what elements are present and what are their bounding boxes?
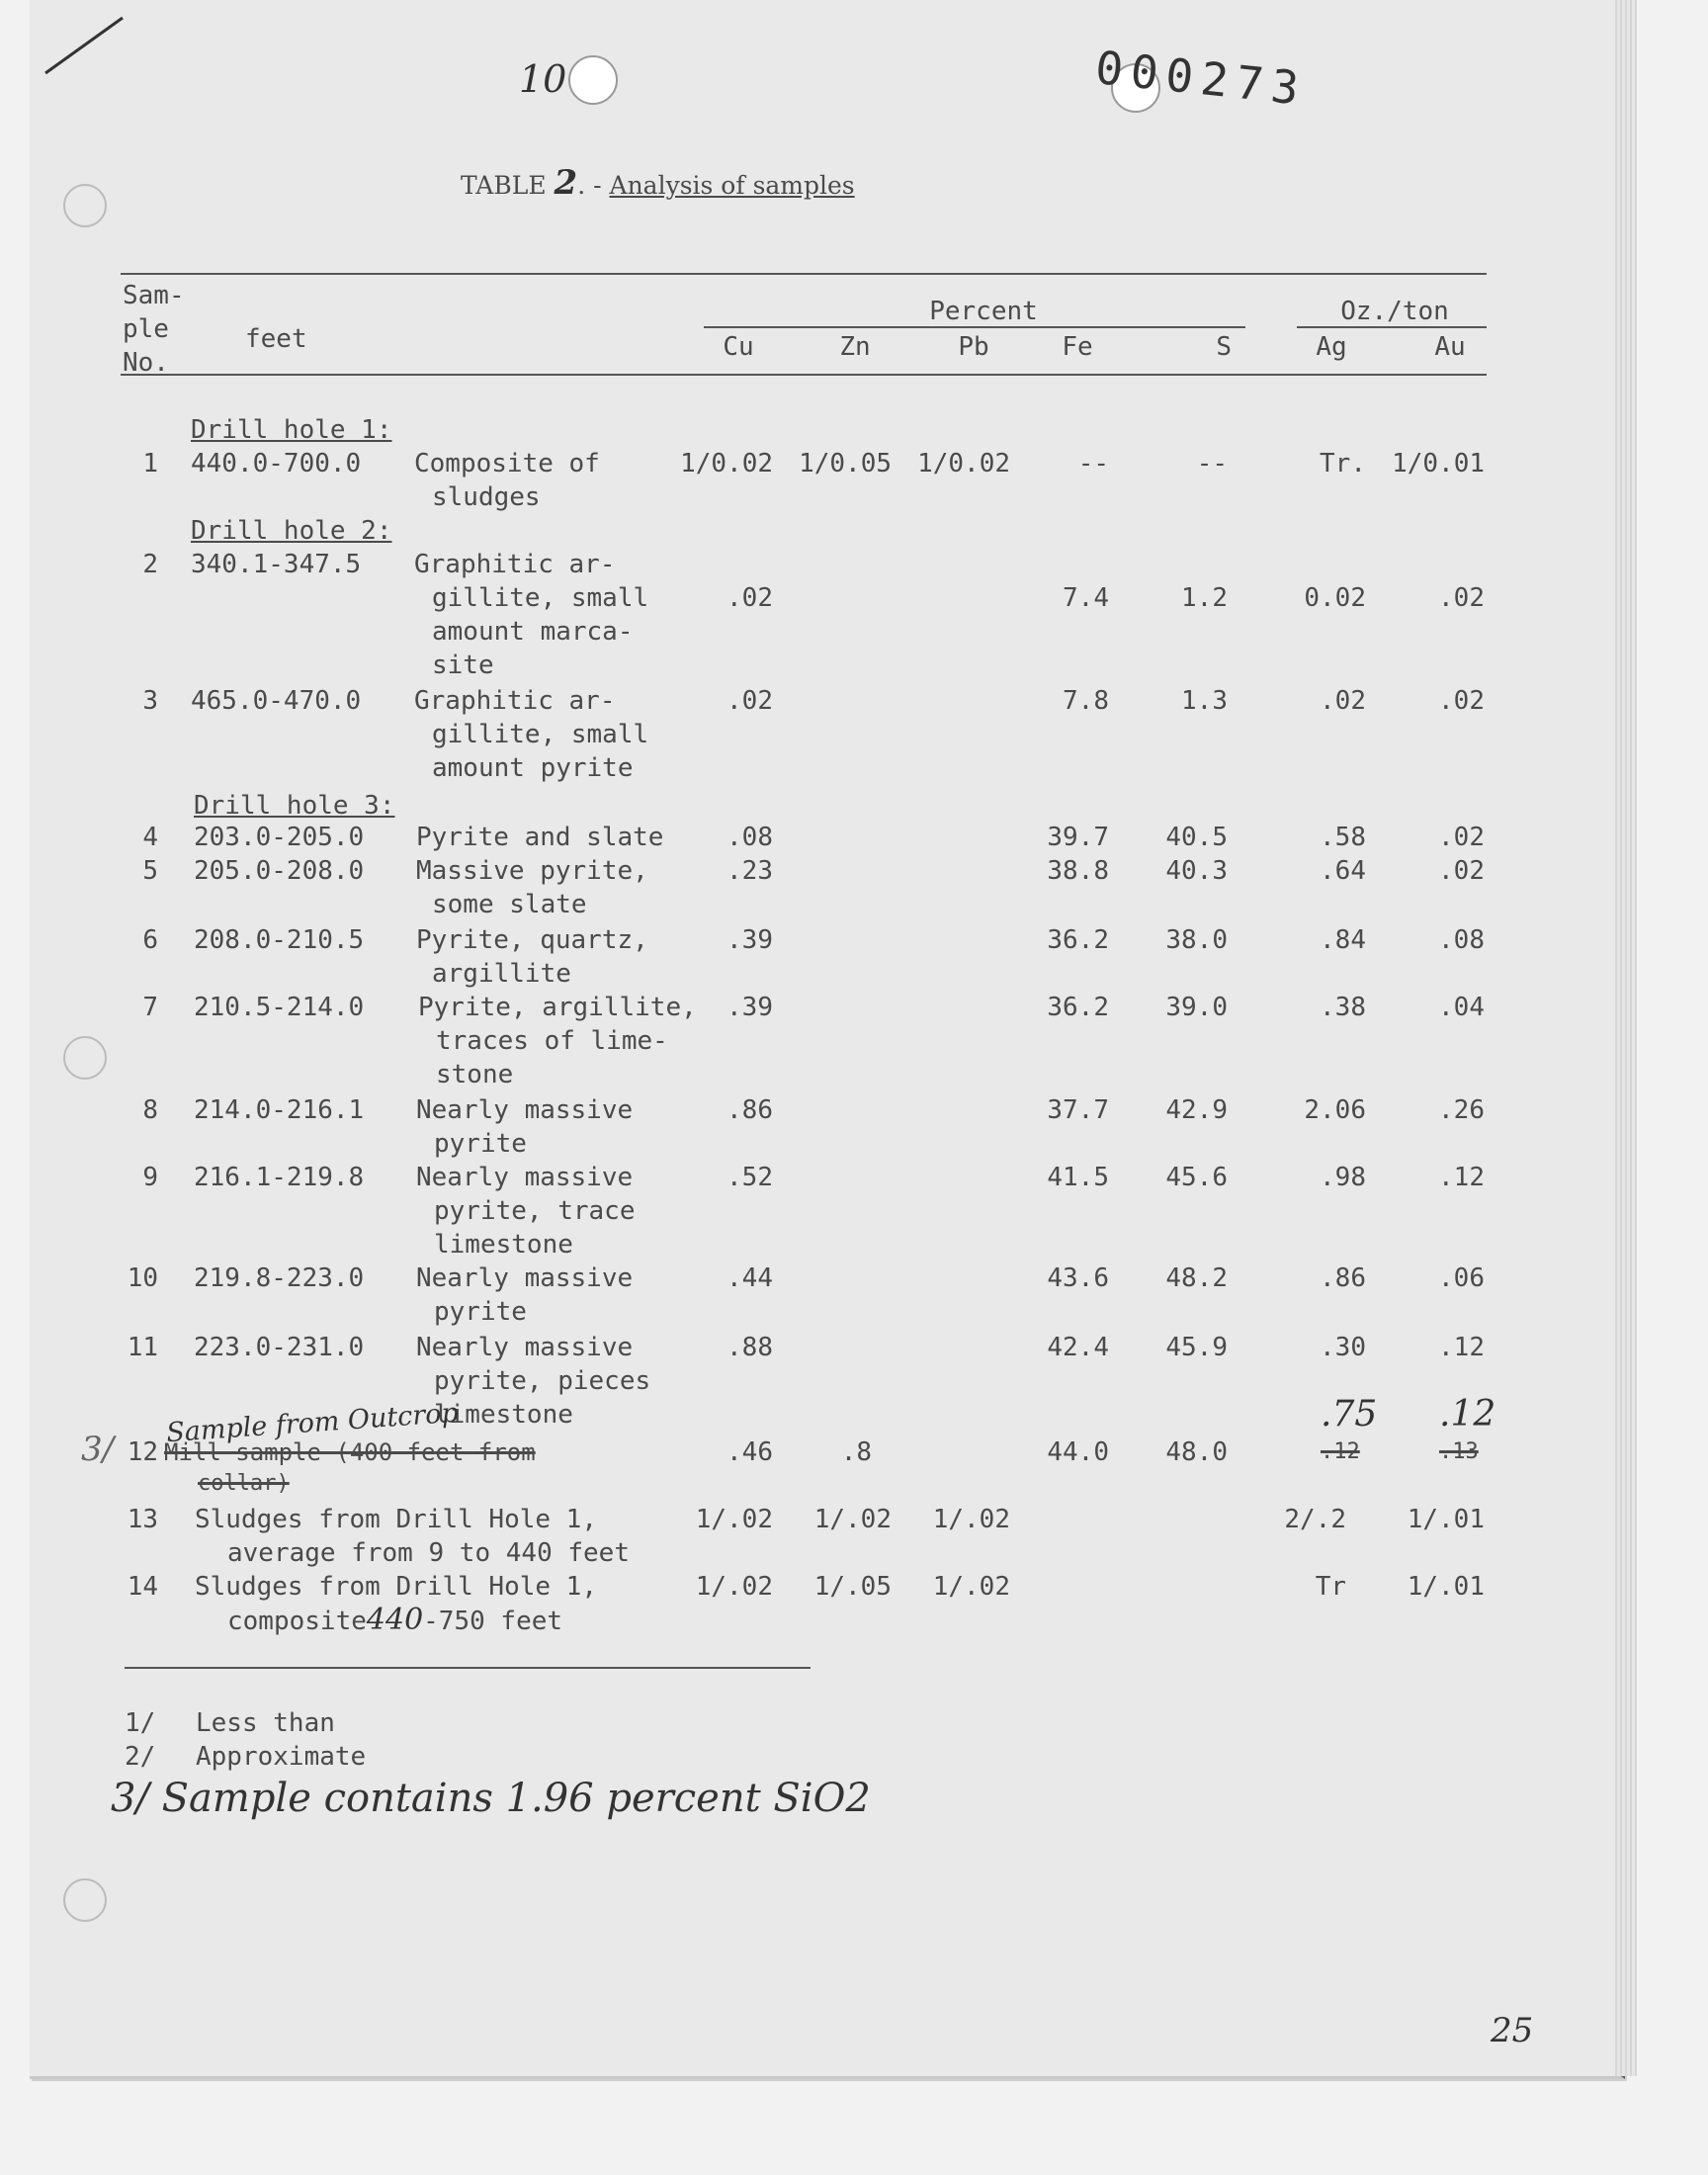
header-percent: Percent [929, 297, 1038, 326]
description: some slate [432, 890, 587, 919]
feet-range: 205.0-208.0 [194, 856, 365, 886]
description: Sludges from Drill Hole 1, [195, 1505, 597, 1534]
document-stamp-number: 000273 [1092, 40, 1310, 117]
cell-s: 1.2 [1181, 583, 1228, 613]
cell-ag: 0.02 [1304, 583, 1366, 613]
footnote-rule [125, 1667, 811, 1669]
cell-au: .02 [1438, 823, 1485, 852]
cell-s: 45.9 [1165, 1333, 1228, 1362]
header-sample-2: ple [123, 314, 169, 344]
pen-mark [40, 10, 128, 79]
cell-au-handwritten: .12 [1439, 1394, 1496, 1435]
description: pyrite [434, 1297, 527, 1327]
cell-s: 1.3 [1181, 686, 1228, 716]
description: Nearly massive [416, 1263, 634, 1293]
description: stone [436, 1060, 514, 1089]
description: limestone [434, 1400, 573, 1430]
cell-au: 1/0.01 [1392, 449, 1485, 478]
cell-cu: 1/.02 [695, 1505, 773, 1534]
description: Graphitic ar- [414, 686, 616, 716]
description: gillite, small [432, 720, 649, 749]
title-prefix: TABLE [461, 171, 547, 200]
cell-fe: 42.4 [1047, 1333, 1109, 1362]
cell-s: 48.2 [1165, 1263, 1228, 1293]
cell-au: .12 [1438, 1333, 1485, 1362]
header-zn: Zn [839, 332, 871, 362]
footnote-2-text: Approximate [196, 1742, 367, 1772]
feet-range: 214.0-216.1 [194, 1095, 365, 1125]
cell-pb: 1/.02 [932, 1572, 1010, 1602]
feet-range: 210.5-214.0 [194, 993, 365, 1022]
cell-pb: 1/0.02 [917, 449, 1010, 478]
header-au: Au [1434, 332, 1466, 362]
cell-fe: 7.8 [1063, 686, 1109, 716]
cell-fe: -- [1077, 449, 1109, 478]
feet-range: 208.0-210.5 [194, 925, 365, 955]
cell-fe: 41.5 [1047, 1163, 1109, 1192]
footnote-3-handwritten: 3/ Sample contains 1.96 percent SiO2 [111, 1776, 871, 1821]
cell-s: 42.9 [1165, 1095, 1228, 1125]
cell-au: .02 [1438, 686, 1485, 716]
cell-fe: 38.8 [1047, 856, 1109, 886]
header-ag: Ag [1316, 332, 1347, 362]
cell-cu: .02 [726, 583, 773, 613]
handwritten-correction: 440 [366, 1603, 424, 1637]
cell-cu: .23 [726, 856, 773, 886]
sample-no: 7 [142, 993, 158, 1022]
cell-ag: 2.06 [1304, 1095, 1366, 1125]
footnote-ref: 3/ [81, 1430, 115, 1469]
cell-cu: .02 [726, 686, 773, 716]
cell-ag: .84 [1320, 925, 1366, 955]
cell-au: 1/.01 [1407, 1572, 1485, 1602]
sample-no: 4 [142, 823, 158, 852]
header-ozton: Oz./ton [1340, 297, 1449, 326]
cell-ag: 2/.2 [1284, 1505, 1346, 1534]
section-drill-hole-1: Drill hole 1: [191, 415, 392, 445]
cell-au: .02 [1438, 583, 1485, 613]
title-number: 2 [554, 163, 578, 203]
sample-no: 8 [142, 1095, 158, 1125]
cell-s: -- [1196, 449, 1228, 478]
cell-au: 1/.01 [1407, 1505, 1485, 1534]
cell-ag: .98 [1320, 1163, 1366, 1192]
cell-ag: .86 [1320, 1263, 1366, 1293]
cell-ag: .30 [1320, 1333, 1366, 1362]
footnote-1-text: Less than [196, 1708, 335, 1738]
cell-ag: Tr. [1320, 449, 1366, 478]
cell-au: .04 [1438, 993, 1485, 1022]
feet-range: 219.8-223.0 [194, 1263, 365, 1293]
cell-cu: 1/0.02 [680, 449, 773, 478]
description: Pyrite, quartz, [416, 925, 648, 955]
sample-no: 6 [142, 925, 158, 955]
section-drill-hole-3: Drill hole 3: [194, 791, 395, 821]
sample-no: 2 [142, 550, 158, 579]
cell-au: .26 [1438, 1095, 1485, 1125]
cell-ag: .64 [1320, 856, 1366, 886]
binder-ring-mark [63, 184, 107, 227]
page-number: 25 [1491, 2011, 1534, 2050]
feet-range: 216.1-219.8 [194, 1163, 365, 1192]
sample-no: 1 [142, 449, 158, 478]
cell-cu: .39 [726, 993, 773, 1022]
footnote-2-mark: 2/ [125, 1742, 156, 1772]
cell-pb: 1/.02 [932, 1505, 1010, 1534]
cell-zn: 1/.05 [813, 1572, 892, 1602]
description: limestone [434, 1230, 573, 1260]
header-fe: Fe [1062, 332, 1093, 362]
description: Composite of [414, 449, 600, 478]
description: Nearly massive [416, 1333, 634, 1362]
marginal-number: 10 [519, 57, 567, 101]
description: pyrite [434, 1129, 527, 1159]
cell-fe: 37.7 [1047, 1095, 1109, 1125]
cell-cu: .08 [726, 823, 773, 852]
cell-zn: 1/.02 [813, 1505, 892, 1534]
handwritten-annotation: Sample from Outcrop [165, 1397, 460, 1449]
sample-no: 12 [127, 1437, 158, 1467]
sample-no: 14 [127, 1572, 158, 1602]
table-title: TABLE 2. - Analysis of samples [461, 163, 855, 203]
feet-range: 203.0-205.0 [194, 823, 365, 852]
description-part: composite [227, 1607, 367, 1636]
description: traces of lime- [436, 1026, 668, 1056]
header-bottom-rule [121, 374, 1487, 376]
cell-fe: 43.6 [1047, 1263, 1109, 1293]
description: pyrite, pieces [434, 1366, 651, 1396]
cell-ag: Tr [1315, 1572, 1346, 1602]
feet-range: 440.0-700.0 [191, 449, 362, 478]
sample-no: 3 [142, 686, 158, 716]
section-drill-hole-2: Drill hole 2: [191, 516, 392, 546]
cell-au: .08 [1438, 925, 1485, 955]
cell-s: 40.3 [1165, 856, 1228, 886]
header-sample-3: No. [123, 348, 169, 378]
cell-s: 38.0 [1165, 925, 1228, 955]
cell-ag-handwritten: .75 [1321, 1394, 1378, 1435]
description: amount marca- [432, 617, 634, 647]
cell-cu: 1/.02 [695, 1572, 773, 1602]
description: argillite [432, 959, 571, 989]
cell-au: .12 [1438, 1163, 1485, 1192]
description: average from 9 to 440 feet [227, 1538, 630, 1568]
description: Graphitic ar- [414, 550, 616, 579]
binder-ring-mark [63, 1036, 107, 1080]
cell-cu: .52 [726, 1163, 773, 1192]
struck-text: Mill sample (400 feet from [164, 1438, 536, 1466]
cell-zn: 1/0.05 [799, 449, 892, 478]
sample-no: 5 [142, 856, 158, 886]
header-cu: Cu [723, 332, 754, 362]
binder-ring-mark [63, 1878, 107, 1922]
cell-ag: .58 [1320, 823, 1366, 852]
sample-no: 9 [142, 1163, 158, 1192]
description: Nearly massive [416, 1163, 634, 1192]
cell-fe: 36.2 [1047, 925, 1109, 955]
title-dash: - [593, 171, 602, 200]
cell-ag: .02 [1320, 686, 1366, 716]
cell-s: 45.6 [1165, 1163, 1228, 1192]
cell-cu: .39 [726, 925, 773, 955]
cell-cu: .88 [726, 1333, 773, 1362]
cell-fe: 7.4 [1063, 583, 1109, 613]
title-text: Analysis of samples [609, 171, 855, 200]
struck-text: .13 [1439, 1439, 1479, 1464]
page-edge [1615, 0, 1637, 2076]
description: Nearly massive [416, 1095, 634, 1125]
description: pyrite, trace [434, 1196, 636, 1226]
description: gillite, small [432, 583, 649, 613]
struck-text: collar) [198, 1471, 290, 1496]
sample-no: 11 [127, 1333, 158, 1362]
cell-s: 48.0 [1165, 1437, 1228, 1467]
header-feet: feet [245, 324, 307, 354]
feet-range: 223.0-231.0 [194, 1333, 365, 1362]
header-pb: Pb [958, 332, 989, 362]
description: amount pyrite [432, 753, 634, 783]
cell-s: 39.0 [1165, 993, 1228, 1022]
sample-no: 10 [127, 1263, 158, 1293]
footnote-1-mark: 1/ [125, 1708, 156, 1738]
feet-range: 465.0-470.0 [191, 686, 362, 716]
header-s: S [1216, 332, 1232, 362]
table-top-rule [121, 273, 1487, 275]
punch-hole [568, 55, 618, 105]
sample-no: 13 [127, 1505, 158, 1534]
cell-cu: .86 [726, 1095, 773, 1125]
cell-fe: 36.2 [1047, 993, 1109, 1022]
description: site [432, 651, 494, 680]
struck-text: .12 [1321, 1439, 1360, 1464]
cell-ag: .38 [1320, 993, 1366, 1022]
cell-s: 40.5 [1165, 823, 1228, 852]
description: sludges [432, 482, 541, 512]
cell-zn: .8 [840, 1437, 872, 1467]
cell-fe: 44.0 [1047, 1437, 1109, 1467]
description: Pyrite and slate [416, 823, 664, 852]
description: Pyrite, argillite, [418, 993, 697, 1022]
description-part: -750 feet [423, 1607, 563, 1636]
cell-au: .06 [1438, 1263, 1485, 1293]
cell-au: .02 [1438, 856, 1485, 886]
header-sample-1: Sam- [123, 281, 185, 310]
cell-cu: .46 [726, 1437, 773, 1467]
description: Sludges from Drill Hole 1, [195, 1572, 597, 1602]
cell-fe: 39.7 [1047, 823, 1109, 852]
description: Massive pyrite, [416, 856, 648, 886]
description [227, 1604, 562, 1638]
feet-range: 340.1-347.5 [191, 550, 362, 579]
cell-cu: .44 [726, 1263, 773, 1293]
